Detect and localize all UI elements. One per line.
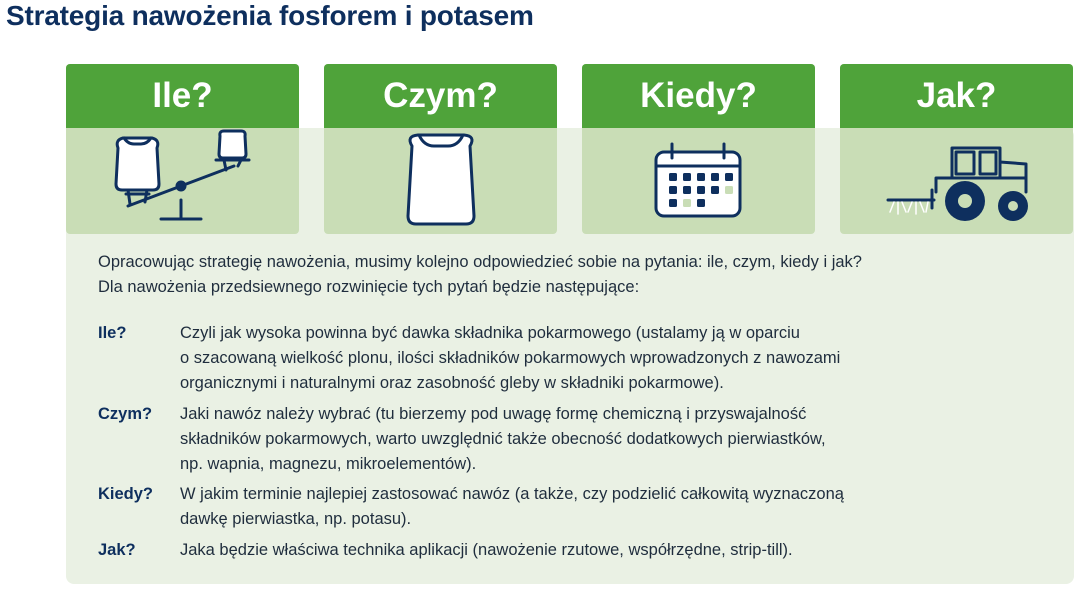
intro-line: Dla nawożenia przedsiewnego rozwinięcie tych pytań będzie następujące:: [98, 278, 640, 296]
intro-line: Opracowując strategię nawożenia, musimy kolejno odpowiedzieć sobie na pytania: ile, czym, kiedy i jak?: [98, 253, 862, 271]
answer-text: [180, 538, 1060, 563]
answer-line: W jakim terminie najlepiej zastosować nawóz (a także, czy podzielić całkowitą wyznaczoną: [180, 485, 844, 503]
answer-line: np. wapnia, magnezu, mikroelementów).: [180, 455, 477, 473]
card-kiedy-label: Kiedy?: [582, 64, 815, 128]
answer-text: [180, 321, 1060, 396]
page-title: Strategia nawożenia fosforem i potasem: [6, 0, 534, 31]
answer-line: organicznymi i naturalnymi oraz zasobność gleby w składniki pokarmowe).: [180, 374, 724, 392]
calendar-icon: [582, 128, 815, 234]
card-ile: [66, 64, 299, 234]
card-czym-label: Czym?: [324, 64, 557, 128]
question-label: Kiedy?: [98, 485, 154, 503]
fertilizer-bag-icon: [324, 128, 557, 234]
tractor-icon: [840, 128, 1073, 234]
answer-text: [180, 402, 1060, 477]
answer-line: o szacowaną wielkość plonu, ilości składników pokarmowych wprowadzonych z nawozami: [180, 349, 841, 367]
answer-line: Jaki nawóz należy wybrać (tu bierzemy pod uwagę formę chemiczną i przyswajalność: [180, 405, 807, 423]
answer-line: składników pokarmowych, warto uwzględnić także obecność dodatkowych pierwiastków,: [180, 430, 826, 448]
intro-text: [98, 250, 1058, 300]
card-kiedy: [582, 64, 815, 234]
card-jak: [840, 64, 1073, 234]
question-label: Czym?: [98, 405, 153, 423]
answer-line: Czyli jak wysoka powinna być dawka składnika pokarmowego (ustalamy ją w oparciu: [180, 324, 800, 342]
answer-line: Jaka będzie właściwa technika aplikacji (nawożenie rzutowe, współrzędne, strip-till).: [180, 541, 793, 559]
card-ile-label: Ile?: [66, 64, 299, 128]
card-czym: [324, 64, 557, 234]
answer-text: [180, 482, 1060, 532]
question-label: Ile?: [98, 324, 127, 342]
card-jak-label: Jak?: [840, 64, 1073, 128]
answer-line: dawkę pierwiastka, np. potasu).: [180, 510, 412, 528]
question-label: Jak?: [98, 541, 136, 559]
balance-scale-icon: [66, 128, 299, 234]
